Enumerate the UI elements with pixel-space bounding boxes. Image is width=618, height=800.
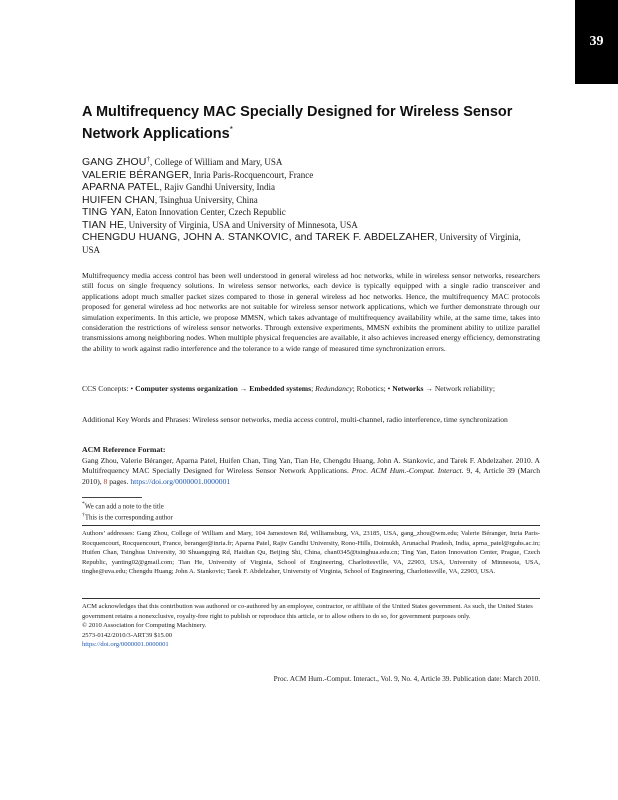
paper-title — [82, 103, 540, 143]
page-number-tab — [575, 0, 618, 84]
copyright-line: © 2010 Association for Computing Machinery. — [82, 622, 207, 630]
ccs-concepts — [82, 384, 540, 394]
reference-heading: ACM Reference Format: — [82, 445, 166, 454]
author-name: TIAN HE — [82, 218, 125, 231]
author-name: CHENGDU HUANG, JOHN A. STANKOVIC, and TAREK F. ABDELZAHER — [82, 231, 435, 243]
author-entry — [82, 181, 540, 194]
reference-format — [82, 456, 540, 487]
footnote-mark: † — [82, 512, 85, 519]
ccs-separator: ; Robotics; • — [352, 384, 393, 393]
author-affiliation: , Tsinghua University, China — [154, 194, 258, 205]
author-entry — [82, 153, 540, 169]
ccs-arrow: → — [237, 384, 250, 393]
footnote-text: We can add a note to the title — [84, 503, 164, 511]
author-entry — [82, 169, 540, 182]
ccs-concept: Computer systems organization — [135, 384, 238, 393]
author-name: TING YAN — [82, 206, 132, 218]
author-entry — [82, 231, 540, 256]
author-entry — [82, 194, 540, 207]
author-entry — [82, 206, 540, 219]
author-name: APARNA PATEL — [82, 181, 160, 193]
footnotes — [82, 497, 173, 523]
reference-doi-link[interactable]: https://doi.org/0000001.0000001 — [130, 476, 231, 486]
author-affiliation: , Eaton Innovation Center, Czech Republic — [131, 207, 286, 217]
keywords: Additional Key Words and Phrases: Wireless sensor networks, media access control, multi-channel, radio interference, time synchronization — [82, 415, 508, 424]
title-text: A Multifrequency MAC Specially Designed for Wireless Sensor Network Applications — [82, 104, 513, 142]
reference-page-count[interactable]: 8 — [103, 476, 108, 486]
abstract: Multifrequency media access control has been well understood in general wireless ad hoc networks, while in wireless sensor networks, researchers still focus on single frequency solutions. In wireless sensor networks, each device is typically equipped with a single radio transceiver and applications adopt much smaller packet sizes compared to those in general wireless ad hoc networks. Hence, the multifrequency MAC protocols proposed for general wireless ad hoc networks are not suitable for wireless sensor network applications, which we further demonstrate through our simulation experiments. In this article, we propose MMSN, which takes advantage of multifrequency availability while, at the same time, takes into consideration the restrictions of wireless sensor networks. Through extensive experiments, MMSN exhibits the prominent ability to utilize parallel transmissions among neighboring nodes. When multiple physical frequencies are available, it also achieves increased energy efficiency, demonstrating the ability to work against radio interference and the tolerance to a wide range of measured time synchronization errors. — [82, 271, 540, 353]
reference-text: Gang Zhou, Valerie Béranger, Aparna Patel, Huifen Chan, Ting Yan, Tian He, Chengdu Huang, John A. Stankovic, and Tarek F. Abdelzaher. 2010. A Multifrequency MAC Specially Designed for Wireless Sensor Network Applications. — [82, 456, 540, 476]
reference-pages-suffix: pages. — [107, 476, 131, 486]
ccs-concept: Networks — [392, 384, 424, 393]
reference-venue: Proc. ACM Hum.-Comput. Interact. — [351, 466, 464, 476]
reference-volume: 9, 4, Article 39 (March 2010), — [82, 466, 540, 486]
author-affiliation: , Rajiv Gandhi University, India — [159, 182, 276, 192]
ccs-separator: ; — [311, 384, 316, 393]
author-mark: † — [146, 155, 150, 163]
author-addresses: Authors’ addresses: Gang Zhou, College of William and Mary, 104 Jamestown Rd, Williamsburg, VA, 23185, USA, gang_zhou@wm.edu; Valerie Béranger, Inria Paris-Rocquencourt, Rocquencourt, France, beranger@inria.fr; Aparna Patel, Rajiv Gandhi University, Rono-Hills, Doimukh, Arunachal Pradesh, India, aprna_patel@rguhs.ac.in; Huifen Chan, Tsinghua University, 30 Shuangqing Rd, Haidian Qu, Beijing Shi, China, chan0345@tsinghua.edu.cn; Ting Yan, Eaton Innovation Center, Prague, Czech Republic, yanting02@gmail.com; Tian He, University of Virginia, School of Engineering, Charlottesville, VA, 22903, USA, University of Minnesota, USA, tinghe@uva.edu; Chengdu Huang; John A. Stankovic; Tarek F. Abdelzaher, University of Virginia, School of Engineering, Charlottesville, VA, 22903, USA. — [82, 525, 540, 577]
author-entry — [82, 219, 540, 232]
permission-block — [82, 598, 540, 650]
author-affiliation: , Inria Paris-Rocquencourt, France — [189, 169, 314, 180]
permission-statement: ACM acknowledges that this contribution was authored or co-authored by an employee, contractor, or affiliate of the United States government. As such, the United States government retains a nonexclusive, royalty-free right to publish or reproduce this article, or to allow others to do so, for government purposes only. — [82, 603, 533, 620]
ccs-label: CCS Concepts: • — [82, 384, 136, 393]
author-affiliation: , University of Virginia, USA — [82, 232, 521, 255]
ccs-concept: Redundancy — [315, 384, 353, 393]
author-name: HUIFEN CHAN — [82, 193, 155, 206]
footnote — [82, 500, 164, 511]
ccs-arrow: → Network reliability; — [423, 384, 495, 393]
footnote — [82, 511, 173, 522]
author-affiliation: , University of Virginia, USA and University of Minnesota, USA — [124, 219, 358, 230]
title-footnote-mark: * — [229, 125, 233, 134]
footnote-mark: * — [82, 501, 85, 507]
author-list — [82, 153, 540, 256]
issn-line: 2573-0142/2010/3-ART39 $15.00 — [82, 631, 173, 639]
page-footer: Proc. ACM Hum.-Comput. Interact., Vol. 9, No. 4, Article 39. Publication date: March 2010. — [273, 675, 540, 683]
ccs-concept: Embedded systems — [249, 384, 312, 393]
author-name: GANG ZHOU — [82, 156, 147, 168]
permission-doi-link[interactable]: https://doi.org/0000001.0000001 — [82, 641, 169, 649]
footnote-text: This is the corresponding author — [84, 514, 173, 522]
page-number: 39 — [589, 34, 604, 49]
author-affiliation: , College of William and Mary, USA — [150, 157, 283, 167]
author-name: VALERIE BÉRANGER — [82, 168, 190, 181]
